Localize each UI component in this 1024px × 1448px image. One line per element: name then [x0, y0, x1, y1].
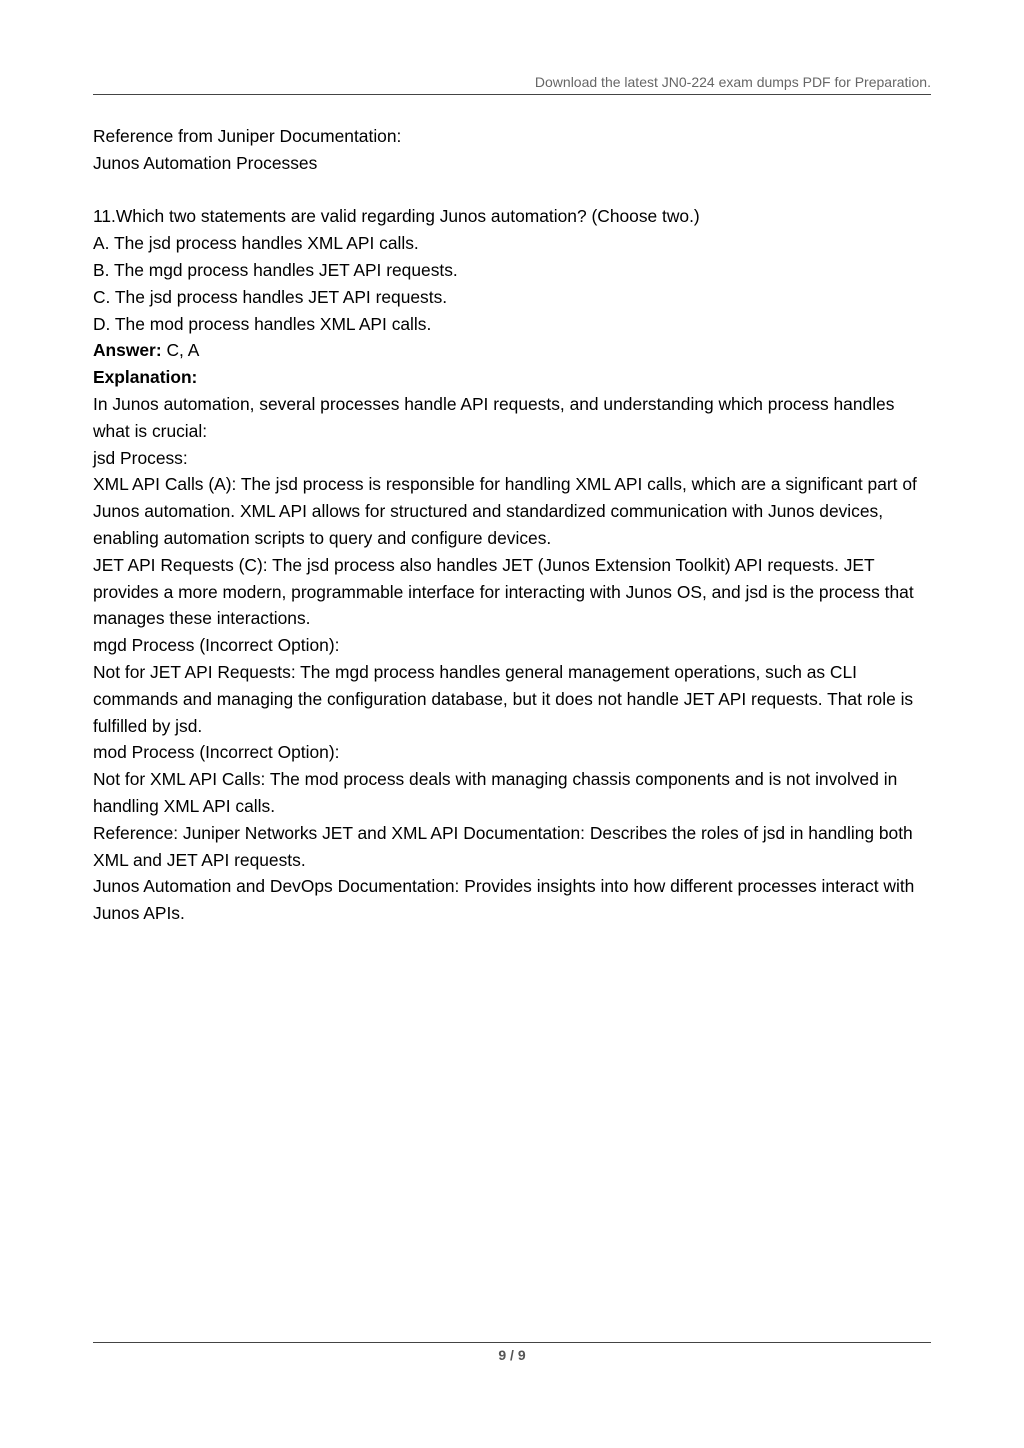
explanation-paragraph: Reference: Juniper Networks JET and XML API Documentation: Describes the roles of jsd in handling both XML and JET API requests. [93, 822, 913, 870]
explanation-label: Explanation: [93, 367, 198, 388]
explanation-paragraph: JET API Requests (C): The jsd process also handles JET (Junos Extension Toolkit) API requests. JET provides a more modern, programmable interface for interacting with Junos OS, and jsd is the process that manages these interactions. [93, 554, 914, 629]
page-header [93, 72, 931, 95]
explanation-paragraph: XML API Calls (A): The jsd process is responsible for handling XML API calls, which are a significant part of Junos automation. XML API allows for structured and standardized communication with Junos devices, enabling automation scripts to query and configure devices. [93, 474, 917, 548]
explanation-paragraph: Not for XML API Calls: The mod process deals with managing chassis components and is not involved in handling XML API calls. [93, 769, 898, 816]
spacer [93, 177, 933, 204]
answer-value: C, A [161, 340, 200, 361]
page-footer [93, 1342, 931, 1365]
option-c: C. The jsd process handles JET API requests. [93, 286, 448, 307]
explanation-paragraph: jsd Process: [93, 447, 188, 468]
option-d: D. The mod process handles XML API calls. [93, 313, 432, 334]
explanation-paragraph: Junos Automation and DevOps Documentation: Provides insights into how different processes interact with Junos APIs. [93, 876, 915, 924]
option-b: B. The mgd process handles JET API requests. [93, 259, 458, 280]
explanation-paragraph: mgd Process (Incorrect Option): [93, 635, 340, 656]
question-text: 11.Which two statements are valid regarding Junos automation? (Choose two.) [93, 206, 700, 227]
explanation-paragraph: Not for JET API Requests: The mgd process handles general management operations, such as CLI commands and managing the configuration database, but it does not handle JET API requests. That role is fulfilled by jsd. [93, 661, 914, 736]
explanation-paragraph: In Junos automation, several processes handle API requests, and understanding which process handles what is crucial: [93, 393, 895, 441]
answer-label: Answer: [93, 340, 162, 361]
document-body [93, 123, 933, 927]
explanation-paragraph: mod Process (Incorrect Option): [93, 742, 340, 763]
answer-line [93, 337, 933, 364]
header-text: Download the latest JN0-224 exam dumps PDF for Preparation. [534, 74, 931, 90]
page-number: 9 / 9 [498, 1347, 526, 1363]
option-a: A. The jsd process handles XML API calls. [93, 233, 419, 254]
reference-line-2: Junos Automation Processes [93, 152, 318, 173]
reference-line-1: Reference from Juniper Documentation: [93, 126, 402, 146]
